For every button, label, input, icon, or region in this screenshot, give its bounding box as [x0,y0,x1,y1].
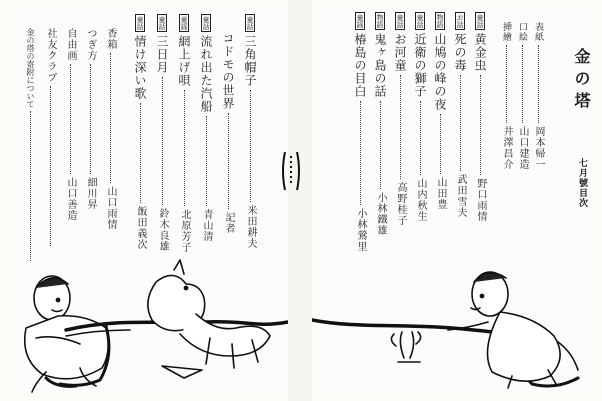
binding-ornament [279,148,303,194]
page-gutter [288,0,312,401]
genre-label: 童話 [416,14,424,28]
magazine-header [570,48,592,114]
dot-leader [30,111,31,261]
entry-author: 記者 [223,212,234,234]
entry-label: 表紙 [533,22,543,42]
genre-label: 童話 [158,16,166,30]
issue-label: 七月號目次 [577,158,587,208]
dot-leader [400,75,401,179]
entry-title: お河童 [393,33,407,72]
front-matter-entry[interactable] [530,22,546,170]
entry-author: 小林鐵雄 [375,192,386,236]
entry-author: 青山清 [201,209,212,242]
entry-author: 山口雨情 [105,186,116,230]
dot-leader [228,113,229,209]
toc-entry[interactable] [432,12,448,210]
toc-entry[interactable] [132,14,148,250]
genre-label: お話 [456,14,464,28]
entry-title: 金の塔の寄附について [26,28,35,108]
genre-label: 童話 [136,16,144,30]
toc-entry[interactable] [220,14,236,234]
dot-leader [538,45,539,123]
entry-label: 口絵 [517,22,527,42]
entry-author: 細川昇 [85,177,96,210]
entry-title: 三日月 [155,35,169,74]
entry-title: コドモの世界 [221,32,235,110]
entry-title: 情け深い歌 [133,35,147,100]
entry-author: 北原芳子 [179,209,190,253]
dot-leader [110,53,111,183]
magazine-title: 金の塔 [572,48,591,114]
toc-entry[interactable] [176,14,192,253]
toc-entry[interactable] [242,14,258,249]
entry-title: 黄金虫 [473,33,487,72]
entry-title: 三角帽子 [243,35,257,87]
entry-label: 挿繪 [501,22,511,42]
genre-label: 童話 [396,14,404,28]
entry-author: 飯田義次 [135,206,146,250]
dot-leader [206,116,207,206]
toc-entry[interactable] [412,12,428,222]
toc-entry[interactable] [372,12,388,236]
entry-title: 自由画 [65,28,76,61]
entry-author: 山田豊 [435,177,446,210]
misc-entry[interactable] [22,28,38,264]
child-tug-of-war-illustration [6,258,288,393]
dot-leader [420,101,421,175]
dot-leader [162,77,163,205]
toc-entry[interactable] [154,14,170,252]
entry-title: 死の毒 [453,33,467,72]
toc-entry[interactable] [392,12,408,226]
entry-author: 鈴木良雄 [157,208,168,252]
dot-leader [184,90,185,206]
dot-leader [440,114,441,174]
entry-title: 椿島の目白 [353,33,367,98]
entry-author: 岡本帰一 [533,126,544,170]
entry-author: 井澤昌介 [501,126,512,170]
entry-title: 社友クラブ [45,28,56,83]
entry-author: 高野桂子 [395,182,406,226]
dot-leader [480,75,481,175]
misc-entry[interactable] [62,28,78,221]
toc-entry[interactable] [352,12,368,252]
entry-title: 山鳩の峰の夜 [433,33,447,111]
dot-leader [70,64,71,174]
dot-leader [380,101,381,189]
entry-author: 山口善造 [65,177,76,221]
misc-entry[interactable] [42,28,58,249]
dot-leader [460,75,461,171]
entry-author: 米田耕夫 [245,205,256,249]
entry-title: 近衛の獅子 [413,33,427,98]
toc-entry[interactable] [472,12,488,222]
genre-label: 童謡 [180,16,188,30]
left-page [6,8,288,393]
genre-label: 物語 [376,14,384,28]
toc-entry[interactable] [452,12,468,218]
entry-author: 武田雪夫 [455,174,466,218]
entry-author: 小林鶯里 [355,208,366,252]
front-matter-entry[interactable] [498,22,514,170]
entry-title: 鬼ヶ島の話 [373,33,387,98]
misc-entry[interactable] [102,28,118,230]
entry-title: 流れ出た汽船 [199,35,213,113]
entry-title: 網上げ唄 [177,35,191,87]
genre-label: 童話 [246,16,254,30]
dot-leader [360,101,361,205]
dot-leader [250,90,251,202]
entry-author: 山口建造 [517,126,528,170]
misc-entry[interactable] [82,28,98,210]
genre-label: 童話 [476,14,484,28]
dot-leader [506,45,507,123]
issue-header [574,158,590,208]
entry-title: つぎ方 [85,28,96,61]
dot-leader [522,45,523,123]
child-pulling-rope-illustration [312,258,596,393]
entry-author: 野口雨情 [475,178,486,222]
toc-entry[interactable] [198,14,214,242]
genre-label: 童謡 [356,14,364,28]
dot-leader [90,64,91,174]
dot-leader [50,86,51,246]
entry-title: 香箱 [105,28,116,50]
front-matter-entry[interactable] [514,22,530,170]
right-page [312,8,596,393]
genre-label: 童話 [202,16,210,30]
entry-author: 山内秋生 [415,178,426,222]
genre-label: 物語 [436,14,444,28]
dot-leader [140,103,141,203]
